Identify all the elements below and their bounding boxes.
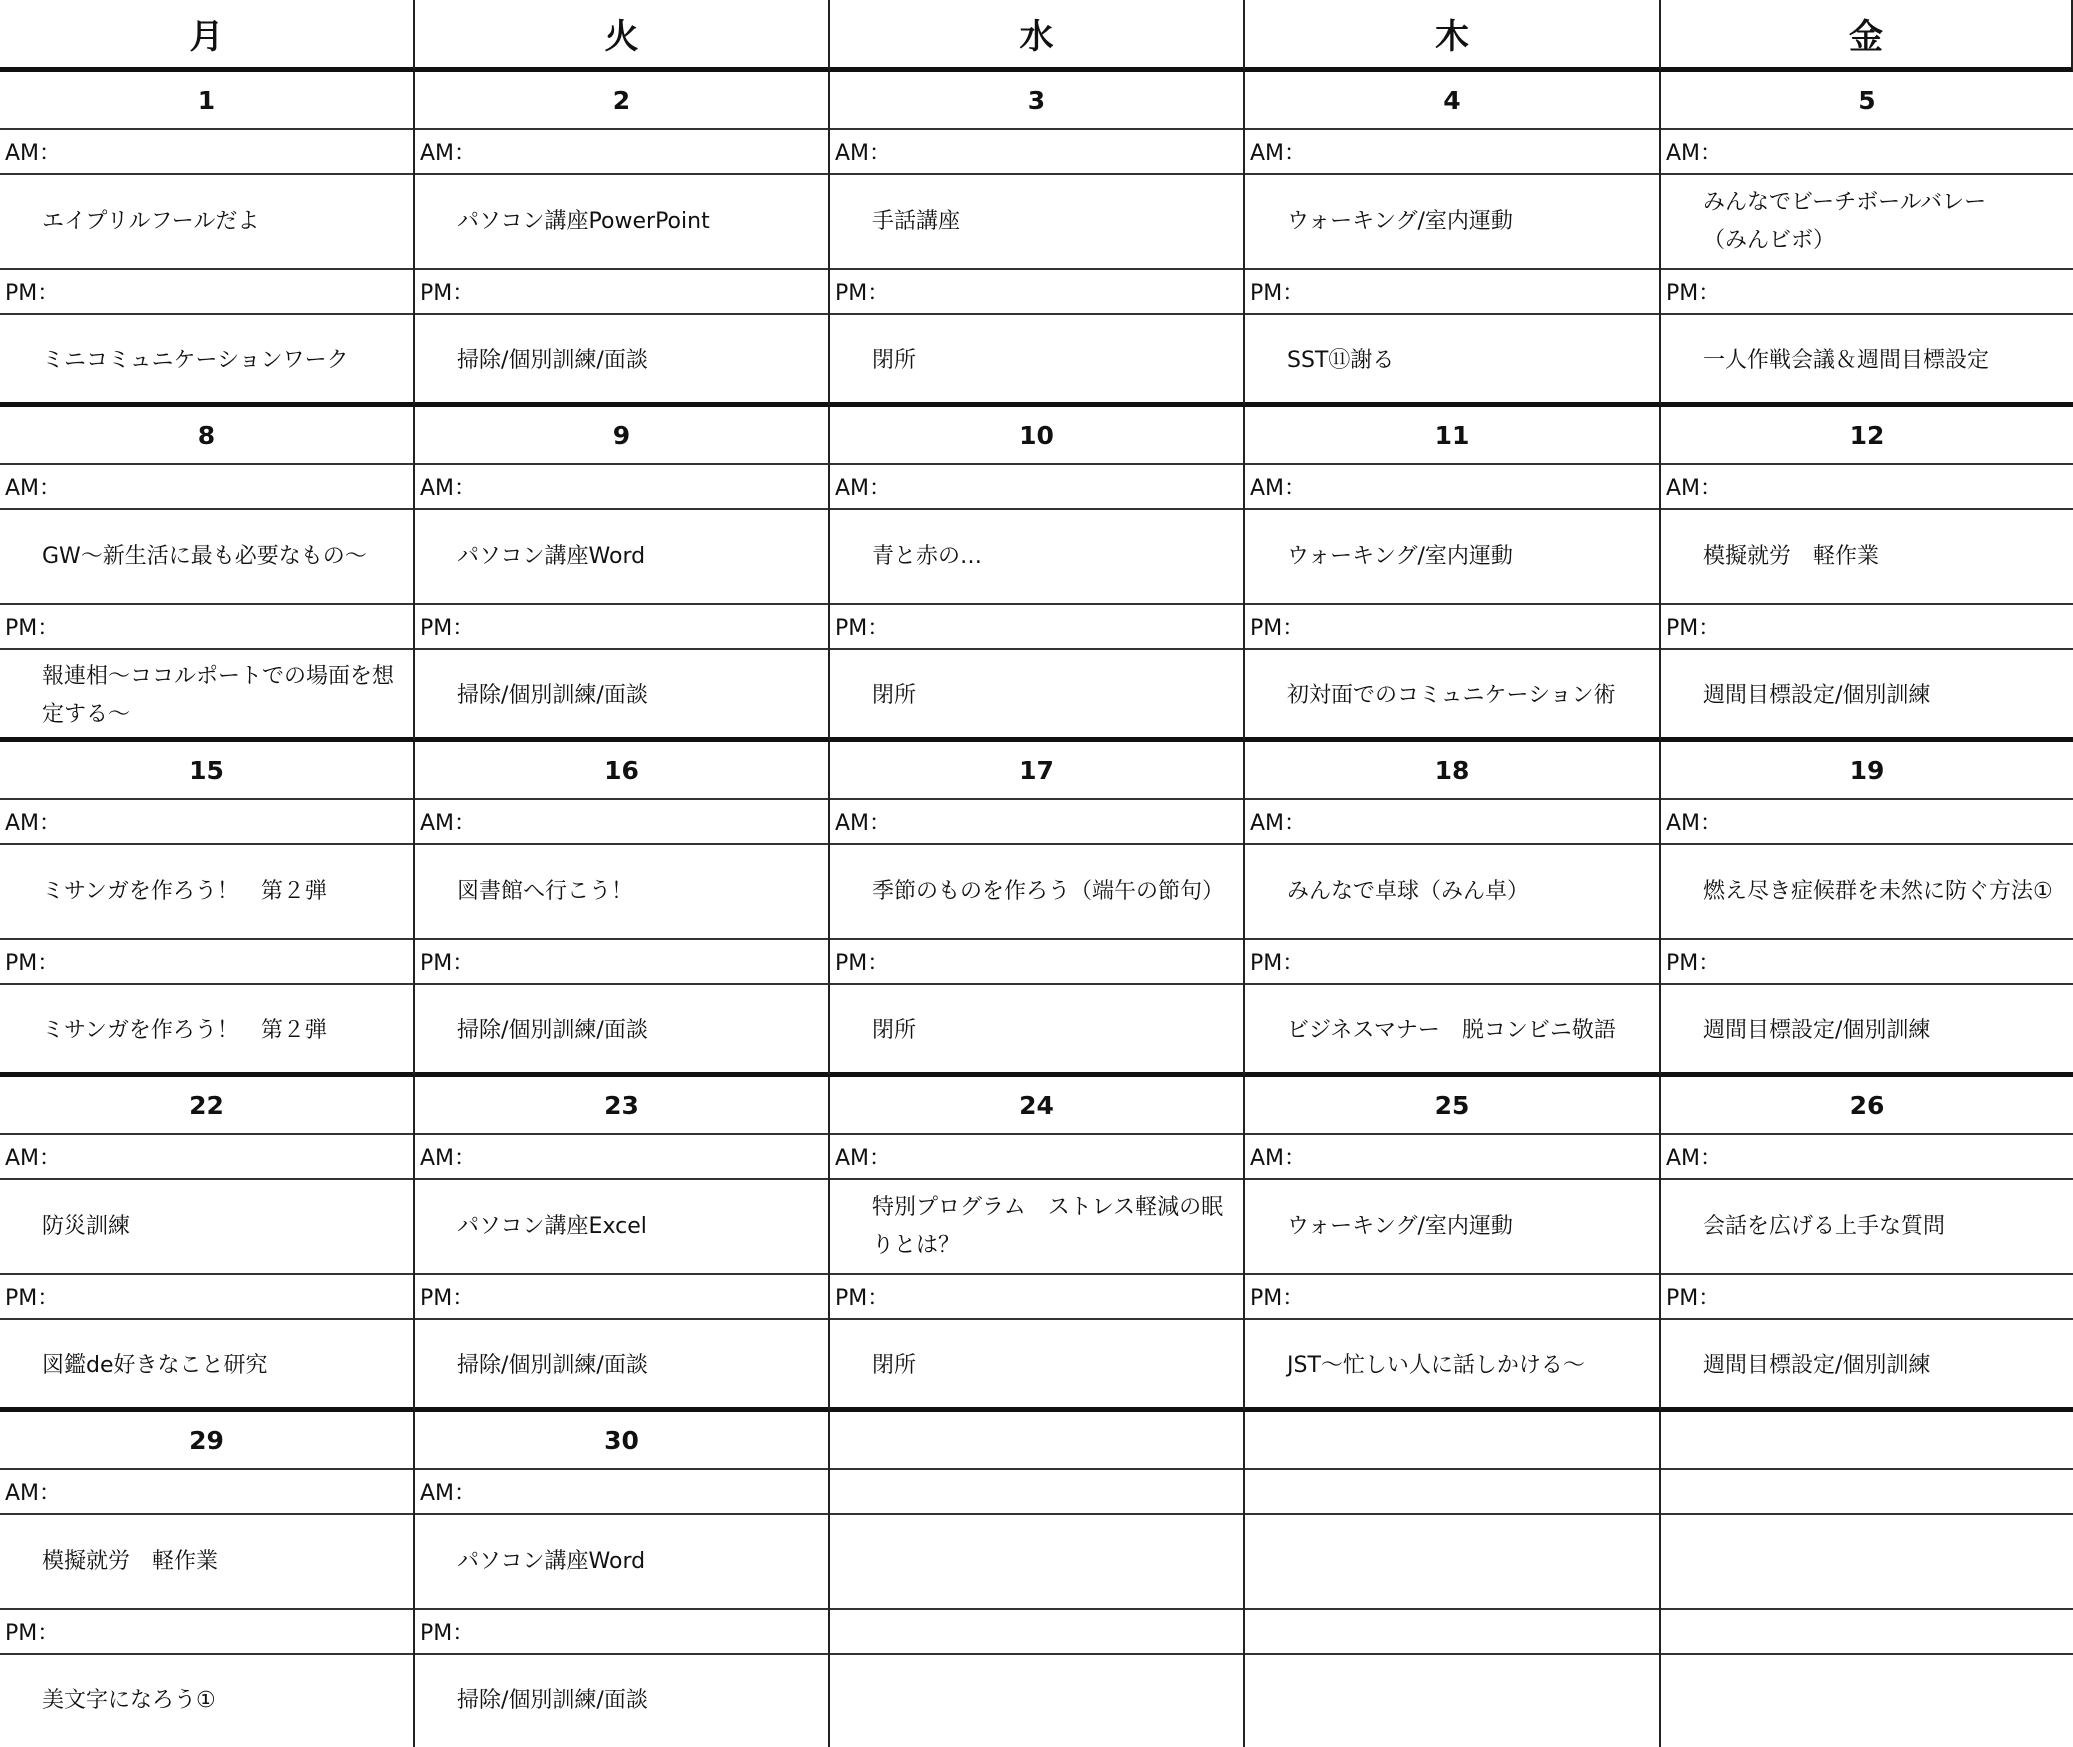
am-activity-text: 会話を広げる上手な質問 bbox=[1703, 1213, 1946, 1239]
pm-label bbox=[830, 1610, 1243, 1655]
weekday-header-wed: 水 bbox=[830, 0, 1245, 72]
day-number: 2 bbox=[415, 72, 828, 130]
pm-activity-text: 閉所 bbox=[872, 1018, 917, 1043]
day-cell bbox=[1661, 742, 2073, 1077]
day-number: 3 bbox=[830, 72, 1243, 130]
am-label: AM： bbox=[830, 130, 1243, 175]
am-activity bbox=[1661, 1180, 2073, 1275]
am-activity bbox=[830, 510, 1243, 605]
pm-activity-text: 一人作戦会議＆週間目標設定 bbox=[1703, 348, 1990, 373]
pm-activity bbox=[415, 1655, 828, 1747]
day-cell bbox=[1245, 407, 1661, 742]
am-activity-text: 燃え尽き症候群を未然に防ぐ方法① bbox=[1703, 878, 2053, 904]
am-activity bbox=[0, 1180, 413, 1275]
day-number: 5 bbox=[1661, 72, 2073, 130]
day-number: 9 bbox=[415, 407, 828, 465]
pm-activity-text: 図鑑de好きなこと研究 bbox=[42, 1353, 268, 1378]
pm-label: PM： bbox=[1661, 1275, 2073, 1320]
pm-label: PM： bbox=[830, 1275, 1243, 1320]
am-label: AM： bbox=[1661, 465, 2073, 510]
am-activity bbox=[1661, 1515, 2073, 1610]
am-label: AM： bbox=[415, 1135, 828, 1180]
am-label: AM： bbox=[1661, 130, 2073, 175]
pm-label: PM： bbox=[415, 270, 828, 315]
am-activity bbox=[415, 1180, 828, 1275]
pm-activity-text: 報連相〜ココルポートでの場面を想定する〜 bbox=[42, 664, 395, 727]
day-cell bbox=[830, 1077, 1245, 1412]
pm-label: PM： bbox=[1661, 270, 2073, 315]
am-label bbox=[1245, 1470, 1659, 1515]
am-activity-text: GW〜新生活に最も必要なもの〜 bbox=[42, 543, 367, 569]
day-number: 17 bbox=[830, 742, 1243, 800]
day-cell bbox=[415, 1077, 830, 1412]
pm-label: PM： bbox=[1661, 605, 2073, 650]
pm-label bbox=[1245, 1610, 1659, 1655]
day-cell bbox=[830, 1412, 1245, 1747]
day-number: 19 bbox=[1661, 742, 2073, 800]
pm-activity bbox=[415, 650, 828, 742]
day-number: 4 bbox=[1245, 72, 1659, 130]
pm-label: PM： bbox=[415, 605, 828, 650]
day-number bbox=[1661, 1412, 2073, 1470]
am-activity-text: パソコン講座Word bbox=[457, 543, 646, 569]
pm-activity bbox=[1245, 315, 1659, 407]
day-number: 8 bbox=[0, 407, 413, 465]
am-label: AM： bbox=[0, 465, 413, 510]
am-activity bbox=[415, 845, 828, 940]
pm-activity-text: 週間目標設定/個別訓練 bbox=[1703, 683, 1931, 708]
pm-activity-text: 週間目標設定/個別訓練 bbox=[1703, 1353, 1931, 1378]
pm-label: PM： bbox=[415, 1275, 828, 1320]
am-activity-text: パソコン講座Excel bbox=[457, 1213, 647, 1239]
am-activity bbox=[0, 1515, 413, 1610]
pm-activity-text: ビジネスマナー 脱コンビニ敬語 bbox=[1287, 1018, 1616, 1043]
am-activity bbox=[1661, 175, 2073, 270]
am-activity bbox=[830, 845, 1243, 940]
am-label: AM： bbox=[830, 465, 1243, 510]
day-cell bbox=[1245, 742, 1661, 1077]
pm-activity bbox=[415, 315, 828, 407]
pm-label: PM： bbox=[0, 1610, 413, 1655]
am-label: AM： bbox=[0, 800, 413, 845]
day-number: 22 bbox=[0, 1077, 413, 1135]
day-number bbox=[830, 1412, 1243, 1470]
am-label: AM： bbox=[1245, 130, 1659, 175]
day-cell bbox=[1661, 1077, 2073, 1412]
am-activity bbox=[1661, 510, 2073, 605]
pm-label: PM： bbox=[1245, 605, 1659, 650]
am-label: AM： bbox=[0, 130, 413, 175]
pm-activity-text: 掃除/個別訓練/面談 bbox=[457, 1018, 648, 1043]
am-activity-text: ウォーキング/室内運動 bbox=[1287, 543, 1513, 569]
am-activity bbox=[1245, 175, 1659, 270]
day-number: 11 bbox=[1245, 407, 1659, 465]
pm-label: PM： bbox=[830, 940, 1243, 985]
pm-activity bbox=[830, 650, 1243, 742]
am-activity-text: ウォーキング/室内運動 bbox=[1287, 208, 1513, 234]
pm-activity bbox=[830, 985, 1243, 1077]
day-number: 15 bbox=[0, 742, 413, 800]
day-cell bbox=[1245, 72, 1661, 407]
day-number: 16 bbox=[415, 742, 828, 800]
day-cell bbox=[0, 1412, 415, 1747]
day-cell bbox=[415, 1412, 830, 1747]
day-cell bbox=[830, 407, 1245, 742]
day-cell bbox=[1661, 407, 2073, 742]
pm-activity bbox=[0, 315, 413, 407]
am-activity bbox=[830, 1180, 1243, 1275]
day-cell bbox=[0, 72, 415, 407]
am-activity-text: パソコン講座PowerPoint bbox=[457, 208, 710, 234]
pm-activity bbox=[0, 1655, 413, 1747]
am-activity bbox=[1661, 845, 2073, 940]
pm-activity bbox=[830, 1655, 1243, 1747]
day-cell bbox=[0, 1077, 415, 1412]
pm-activity bbox=[1245, 1320, 1659, 1412]
day-cell bbox=[1245, 1412, 1661, 1747]
am-activity bbox=[1245, 1515, 1659, 1610]
am-activity-text: ウォーキング/室内運動 bbox=[1287, 1213, 1513, 1239]
pm-activity bbox=[1245, 650, 1659, 742]
am-label: AM： bbox=[1245, 465, 1659, 510]
day-cell bbox=[830, 72, 1245, 407]
day-cell bbox=[415, 742, 830, 1077]
am-activity-text: みんなで卓球（みん卓） bbox=[1287, 878, 1530, 904]
am-activity bbox=[0, 510, 413, 605]
pm-activity-text: 閉所 bbox=[872, 1353, 917, 1378]
day-cell bbox=[1661, 1412, 2073, 1747]
pm-activity bbox=[415, 1320, 828, 1412]
pm-activity-text: 掃除/個別訓練/面談 bbox=[457, 683, 648, 708]
am-activity bbox=[1245, 845, 1659, 940]
am-activity bbox=[0, 845, 413, 940]
day-cell bbox=[415, 72, 830, 407]
pm-activity bbox=[1245, 985, 1659, 1077]
am-label: AM： bbox=[415, 1470, 828, 1515]
pm-activity-text: ミサンガを作ろう！ 第２弾 bbox=[42, 1018, 327, 1043]
pm-label: PM： bbox=[1245, 270, 1659, 315]
day-number: 1 bbox=[0, 72, 413, 130]
am-label bbox=[830, 1470, 1243, 1515]
pm-label: PM： bbox=[415, 940, 828, 985]
pm-activity bbox=[0, 650, 413, 742]
am-label: AM： bbox=[0, 1135, 413, 1180]
day-number: 24 bbox=[830, 1077, 1243, 1135]
am-activity bbox=[415, 1515, 828, 1610]
day-cell bbox=[1245, 1077, 1661, 1412]
am-activity bbox=[1245, 510, 1659, 605]
pm-activity bbox=[1661, 650, 2073, 742]
am-activity-text: みんなでビーチボールバレー （みんビボ） bbox=[1703, 189, 1987, 253]
day-number: 23 bbox=[415, 1077, 828, 1135]
am-activity bbox=[415, 175, 828, 270]
am-activity-text: 季節のものを作ろう（端午の節句） bbox=[872, 878, 1225, 904]
pm-label: PM： bbox=[0, 1275, 413, 1320]
pm-activity-text: ミニコミュニケーションワーク bbox=[42, 348, 349, 373]
am-activity-text: パソコン講座Word bbox=[457, 1548, 646, 1574]
am-activity-text: 模擬就労 軽作業 bbox=[42, 1548, 219, 1574]
day-cell bbox=[415, 407, 830, 742]
pm-label: PM： bbox=[0, 270, 413, 315]
am-activity bbox=[1245, 1180, 1659, 1275]
am-label: AM： bbox=[1245, 800, 1659, 845]
pm-activity-text: 掃除/個別訓練/面談 bbox=[457, 348, 648, 373]
pm-activity bbox=[830, 315, 1243, 407]
pm-activity bbox=[830, 1320, 1243, 1412]
am-label: AM： bbox=[830, 1135, 1243, 1180]
day-cell bbox=[0, 407, 415, 742]
am-activity bbox=[830, 1515, 1243, 1610]
pm-activity-text: 掃除/個別訓練/面談 bbox=[457, 1688, 648, 1713]
am-label: AM： bbox=[415, 800, 828, 845]
am-label: AM： bbox=[415, 465, 828, 510]
am-activity bbox=[830, 175, 1243, 270]
pm-activity bbox=[1245, 1655, 1659, 1747]
day-cell bbox=[1661, 72, 2073, 407]
am-activity-text: 図書館へ行こう！ bbox=[457, 878, 634, 904]
am-label: AM： bbox=[1661, 1135, 2073, 1180]
pm-activity-text: 閉所 bbox=[872, 683, 917, 708]
pm-label: PM： bbox=[1661, 940, 2073, 985]
am-label: AM： bbox=[1245, 1135, 1659, 1180]
am-label: AM： bbox=[0, 1470, 413, 1515]
weekday-header-thu: 木 bbox=[1245, 0, 1661, 72]
day-number: 30 bbox=[415, 1412, 828, 1470]
day-number: 18 bbox=[1245, 742, 1659, 800]
am-label bbox=[1661, 1470, 2073, 1515]
pm-activity-text: 初対面でのコミュニケーション術 bbox=[1287, 683, 1616, 708]
am-activity-text: ミサンガを作ろう！ 第２弾 bbox=[42, 878, 327, 904]
pm-label: PM： bbox=[415, 1610, 828, 1655]
day-cell bbox=[0, 742, 415, 1077]
weekday-header-mon: 月 bbox=[0, 0, 415, 72]
pm-activity-text: 閉所 bbox=[872, 348, 917, 373]
am-activity-text: エイプリルフールだよ bbox=[42, 208, 260, 234]
am-activity-text: 青と赤の… bbox=[872, 543, 983, 569]
am-label: AM： bbox=[1661, 800, 2073, 845]
am-activity-text: 防災訓練 bbox=[42, 1213, 131, 1239]
weekday-header-tue: 火 bbox=[415, 0, 830, 72]
day-number bbox=[1245, 1412, 1659, 1470]
pm-activity bbox=[1661, 1655, 2073, 1747]
am-activity bbox=[0, 175, 413, 270]
pm-label: PM： bbox=[1245, 1275, 1659, 1320]
pm-label: PM： bbox=[830, 605, 1243, 650]
am-activity-text: 模擬就労 軽作業 bbox=[1703, 543, 1880, 569]
pm-activity-text: SST⑪謝る bbox=[1287, 348, 1395, 373]
pm-label: PM： bbox=[0, 940, 413, 985]
am-activity-text: 手話講座 bbox=[872, 208, 961, 234]
pm-activity-text: 美文字になろう① bbox=[42, 1688, 216, 1713]
pm-activity bbox=[0, 985, 413, 1077]
am-activity-text: 特別プログラム ストレス軽減の眠りとは？ bbox=[872, 1194, 1224, 1258]
day-number: 26 bbox=[1661, 1077, 2073, 1135]
pm-activity-text: 週間目標設定/個別訓練 bbox=[1703, 1018, 1931, 1043]
pm-activity bbox=[1661, 1320, 2073, 1412]
pm-label: PM： bbox=[830, 270, 1243, 315]
day-number: 29 bbox=[0, 1412, 413, 1470]
pm-label: PM： bbox=[1245, 940, 1659, 985]
am-label: AM： bbox=[415, 130, 828, 175]
pm-activity bbox=[1661, 985, 2073, 1077]
day-number: 25 bbox=[1245, 1077, 1659, 1135]
pm-activity bbox=[0, 1320, 413, 1412]
am-activity bbox=[415, 510, 828, 605]
pm-activity bbox=[1661, 315, 2073, 407]
day-number: 10 bbox=[830, 407, 1243, 465]
pm-activity bbox=[415, 985, 828, 1077]
day-number: 12 bbox=[1661, 407, 2073, 465]
pm-activity-text: 掃除/個別訓練/面談 bbox=[457, 1353, 648, 1378]
pm-activity-text: JST〜忙しい人に話しかける〜 bbox=[1287, 1353, 1585, 1378]
am-label: AM： bbox=[830, 800, 1243, 845]
weekday-header-fri: 金 bbox=[1661, 0, 2073, 72]
pm-label bbox=[1661, 1610, 2073, 1655]
pm-label: PM： bbox=[0, 605, 413, 650]
day-cell bbox=[830, 742, 1245, 1077]
